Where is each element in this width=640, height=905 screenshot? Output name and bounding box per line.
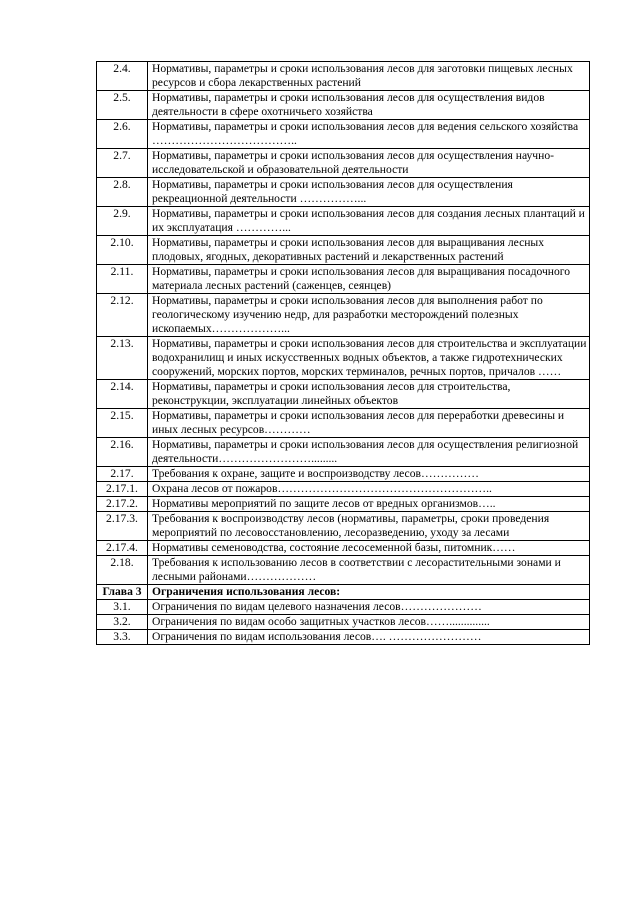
table-row	[97, 236, 590, 265]
table-row	[97, 337, 590, 380]
section-number: 2.17.1.	[97, 482, 148, 497]
table-row	[97, 178, 590, 207]
table-row	[97, 482, 590, 497]
section-title: Нормативы, параметры и сроки использования лесов для строительства, реконструкции, эксплуатации линейных объектов	[148, 380, 590, 409]
section-title: Ограничения по видам целевого назначения лесов…………………	[148, 600, 590, 615]
section-number: 2.10.	[97, 236, 148, 265]
section-title: Нормативы, параметры и сроки использования лесов для выполнения работ по геологическому изучению недр, для разработки месторождений полезных ископаемых………………...	[148, 294, 590, 337]
table-row	[97, 438, 590, 467]
table-row	[97, 497, 590, 512]
section-number: 3.3.	[97, 630, 148, 645]
table-row	[97, 120, 590, 149]
section-title: Охрана лесов от пожаров………………………………………………..	[148, 482, 590, 497]
section-number: 2.11.	[97, 265, 148, 294]
section-number: 2.6.	[97, 120, 148, 149]
section-number: 2.15.	[97, 409, 148, 438]
section-number: 2.17.	[97, 467, 148, 482]
section-number: 2.13.	[97, 337, 148, 380]
section-number: 3.2.	[97, 615, 148, 630]
section-title: Нормативы, параметры и сроки использования лесов для осуществления религиозной деятельности…………………….........	[148, 438, 590, 467]
section-title: Нормативы, параметры и сроки использования лесов для ведения сельского хозяйства ………………………………..	[148, 120, 590, 149]
section-number: 2.7.	[97, 149, 148, 178]
section-title: Нормативы, параметры и сроки использования лесов для осуществления рекреационной деятельности ……………...	[148, 178, 590, 207]
section-number: 2.17.3.	[97, 512, 148, 541]
table-row	[97, 467, 590, 482]
section-title: Нормативы, параметры и сроки использования лесов для переработки древесины и иных лесных ресурсов…………	[148, 409, 590, 438]
section-number: 2.5.	[97, 91, 148, 120]
section-number: 2.4.	[97, 62, 148, 91]
section-number: 2.12.	[97, 294, 148, 337]
section-title: Нормативы, параметры и сроки использования лесов для создания лесных плантаций и их эксплуатация …………...	[148, 207, 590, 236]
section-number: 2.17.4.	[97, 541, 148, 556]
section-number: 2.17.2.	[97, 497, 148, 512]
section-title: Нормативы, параметры и сроки использования лесов для выращивания посадочного материала лесных растений (саженцев, сеянцев)	[148, 265, 590, 294]
section-title: Нормативы, параметры и сроки использования лесов для осуществления видов деятельности в сфере охотничьего хозяйства	[148, 91, 590, 120]
table-row	[97, 207, 590, 236]
section-title: Нормативы, параметры и сроки использования лесов для строительства и эксплуатации водохранилищ и иных искусственных водных объектов, а также гидротехнических сооружений, морских портов, морских терминалов, речных портов, причалов ……	[148, 337, 590, 380]
table-row	[97, 62, 590, 91]
section-number: 2.16.	[97, 438, 148, 467]
section-number: 3.1.	[97, 600, 148, 615]
section-number: 2.14.	[97, 380, 148, 409]
section-title: Ограничения по видам использования лесов…. ……………………	[148, 630, 590, 645]
section-title: Нормативы, параметры и сроки использования лесов для заготовки пищевых лесных ресурсов и сбора лекарственных растений	[148, 62, 590, 91]
section-title: Требования к воспроизводству лесов (нормативы, параметры, сроки проведения мероприятий по лесовосстановлению, лесоразведению, уходу за лесами	[148, 512, 590, 541]
section-title: Нормативы, параметры и сроки использования лесов для выращивания лесных плодовых, ягодных, декоративных растений и лекарственных растений	[148, 236, 590, 265]
table-row	[97, 615, 590, 630]
section-title: Нормативы семеноводства, состояние лесосеменной базы, питомник……	[148, 541, 590, 556]
table-row	[97, 600, 590, 615]
table-row	[97, 541, 590, 556]
section-number: Глава 3	[97, 585, 148, 600]
table-row	[97, 294, 590, 337]
section-number: 2.8.	[97, 178, 148, 207]
toc-body	[97, 62, 590, 645]
table-of-contents	[96, 61, 590, 645]
section-number: 2.18.	[97, 556, 148, 585]
table-row	[97, 149, 590, 178]
table-row	[97, 630, 590, 645]
table-row	[97, 556, 590, 585]
section-title: Нормативы мероприятий по защите лесов от вредных организмов…..	[148, 497, 590, 512]
table-row	[97, 91, 590, 120]
table-row	[97, 380, 590, 409]
table-row	[97, 512, 590, 541]
table-row	[97, 409, 590, 438]
chapter-row	[97, 585, 590, 600]
table-row	[97, 265, 590, 294]
section-title: Требования к использованию лесов в соответствии с лесорастительными зонами и лесными районами………………	[148, 556, 590, 585]
section-title: Нормативы, параметры и сроки использования лесов для осуществления научно-исследовательской и образовательной деятельности	[148, 149, 590, 178]
section-title: Ограничения по видам особо защитных участков лесов……..............	[148, 615, 590, 630]
section-title: Требования к охране, защите и воспроизводству лесов……………	[148, 467, 590, 482]
section-title: Ограничения использования лесов:	[148, 585, 590, 600]
section-number: 2.9.	[97, 207, 148, 236]
